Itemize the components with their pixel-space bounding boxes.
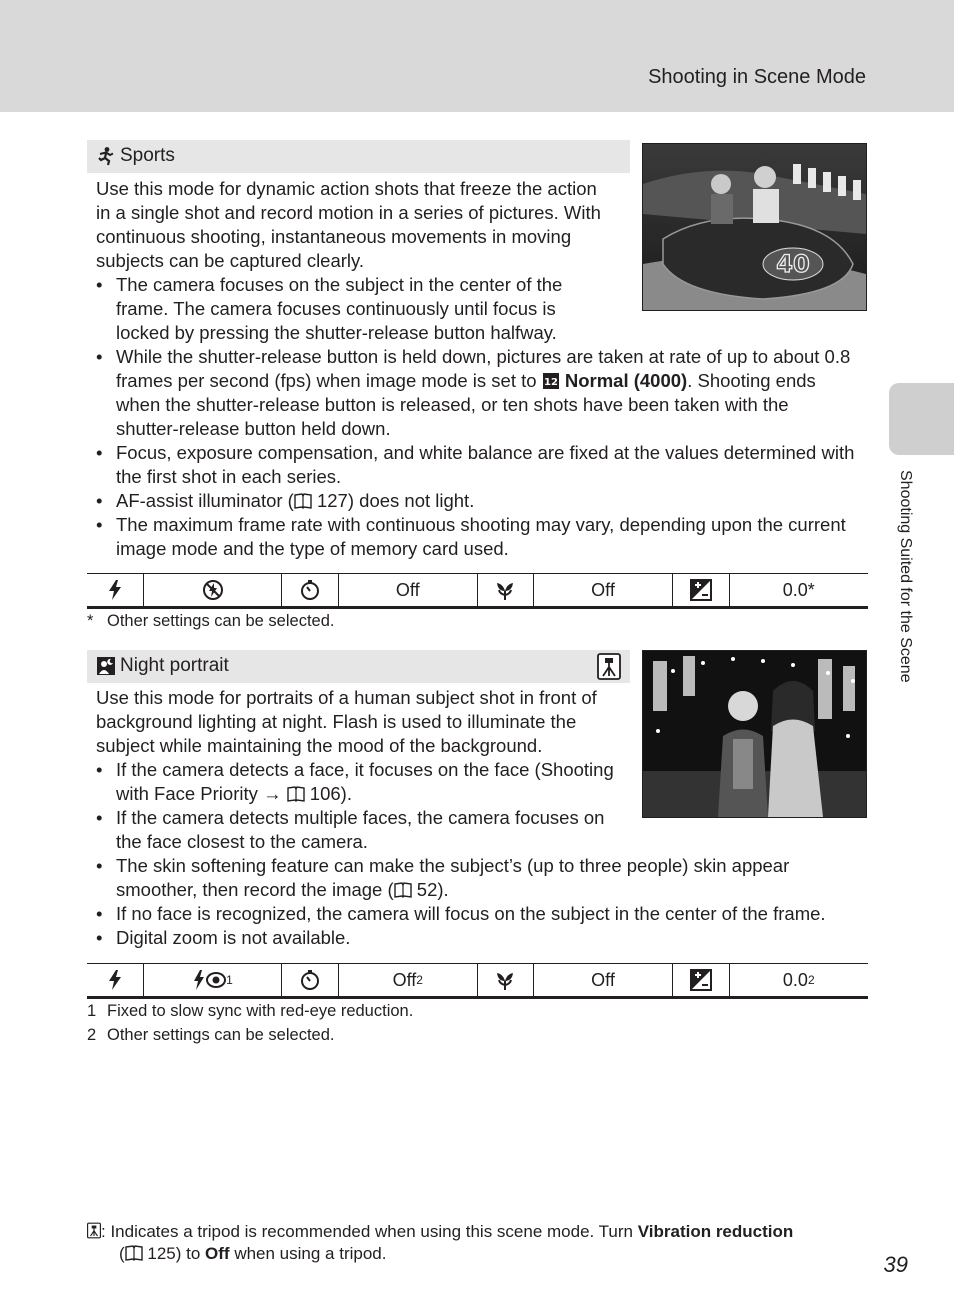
exposure-label-cell (672, 574, 729, 606)
macro-icon (494, 579, 516, 601)
night-portrait-title: Night portrait (120, 655, 229, 676)
self-timer-value: Off (338, 574, 476, 606)
header-band (0, 0, 954, 112)
list-item: • If no face is recognized, the camera will focus on the subject in the center of the frame. (96, 902, 856, 926)
book-reference-icon (394, 882, 412, 898)
night-portrait-settings-table (87, 963, 868, 999)
self-timer-value-cell (338, 964, 476, 996)
flash-mode-value-cell (143, 574, 281, 606)
list-item: • The camera focuses on the subject in the center of the frame. The camera focuses continuously until focus is locked by pressing the shutter-release button halfway. (96, 273, 576, 345)
exposure-footnote-mark: 2 (807, 973, 815, 987)
chapter-tab (889, 383, 954, 455)
slow-sync-red-eye-icon (192, 969, 226, 991)
flash-mode-label-cell (87, 574, 143, 606)
sports-bullet-list (96, 273, 856, 561)
chapter-tab-label: Shooting Suited for the Scene (897, 470, 914, 683)
exposure-value-cell (729, 964, 868, 996)
night-portrait-icon (96, 656, 116, 676)
svg-text:12: 12 (543, 377, 558, 388)
exposure-value: 0.0* (729, 574, 868, 606)
macro-value: Off (533, 964, 671, 996)
page-header-title: Shooting in Scene Mode (648, 66, 866, 88)
self-timer-value: Off (392, 969, 417, 990)
night-portrait-intro: Use this mode for portraits of a human subject shot in front of background lighting at night. Flash is used to illuminate the subject while maintaining the mood of the background. (96, 687, 597, 756)
tripod-icon (597, 653, 621, 680)
self-timer-label-cell (281, 964, 338, 996)
list-item: • While the shutter-release button is held down, pictures are taken at rate of up to about 0.8 frames per second (fps) when image mode is set to 12 Normal (4000). Shooting ends when the shutter-release button is released, or ten shots have been taken with the shutter-release button held down. (96, 345, 856, 441)
exposure-label-cell (672, 964, 729, 996)
flash-mode-label-cell (87, 964, 143, 996)
macro-label-cell (477, 964, 534, 996)
self-timer-icon (299, 579, 321, 601)
sports-icon (96, 146, 116, 166)
exposure-compensation-icon (690, 579, 712, 601)
list-item: • Digital zoom is not available. (96, 926, 856, 950)
night-portrait-note-1: 1 Fixed to slow sync with red-eye reduction. (87, 1002, 414, 1020)
exposure-compensation-icon (690, 969, 712, 991)
night-portrait-bullet-list (96, 758, 856, 950)
self-timer-label-cell (281, 574, 338, 606)
book-reference-icon (287, 786, 305, 802)
night-portrait-section-header (87, 650, 630, 683)
tripod-icon (87, 1222, 101, 1239)
kart-number: 40 (776, 250, 810, 278)
page-number: 39 (883, 1252, 908, 1277)
list-item: • Focus, exposure compensation, and white balance are fixed at the values determined with the first shot in each series. (96, 441, 856, 489)
book-reference-icon (125, 1245, 143, 1261)
macro-icon (494, 969, 516, 991)
list-item: • AF-assist illuminator ( 127) does not light. (96, 489, 856, 513)
macro-value: Off (533, 574, 671, 606)
image-mode-icon (542, 372, 560, 390)
macro-label-cell (477, 574, 534, 606)
night-portrait-note-2: 2 Other settings can be selected. (87, 1026, 335, 1044)
list-item: • The skin softening feature can make the subject’s (up to three people) skin appear smoother, then record the image ( 52). (96, 854, 836, 902)
sports-title: Sports (120, 145, 175, 166)
sports-intro: Use this mode for dynamic action shots that freeze the action in a single shot and record motion in a series of pictures. With continuous shooting, instantaneous movements in moving subjects can be captured clearly. (96, 178, 601, 271)
flash-icon (107, 580, 123, 600)
sports-settings-table (87, 573, 868, 609)
book-reference-icon (294, 493, 312, 509)
self-timer-footnote-mark: 2 (416, 973, 423, 987)
flash-mode-value-cell (143, 964, 281, 996)
flash-footnote-mark: 1 (226, 973, 233, 987)
sports-footnote: * Other settings can be selected. (87, 612, 335, 630)
list-item: • If the camera detects a face, it focuses on the face (Shooting with Face Priority → 106). (96, 758, 626, 806)
list-item: • The maximum frame rate with continuous shooting may vary, depending upon the current image mode and the type of memory card used. (96, 513, 856, 561)
list-item: • If the camera detects multiple faces, the camera focuses on the face closest to the camera. (96, 806, 626, 854)
flash-icon (107, 970, 123, 990)
tripod-note: : Indicates a tripod is recommended when using this scene mode. Turn Vibration reduction ( 125) to Off when using a tripod. (87, 1221, 867, 1265)
sports-section-header (87, 140, 630, 173)
self-timer-icon (299, 969, 321, 991)
flash-off-icon (202, 579, 224, 601)
exposure-value: 0.0 (782, 969, 808, 990)
